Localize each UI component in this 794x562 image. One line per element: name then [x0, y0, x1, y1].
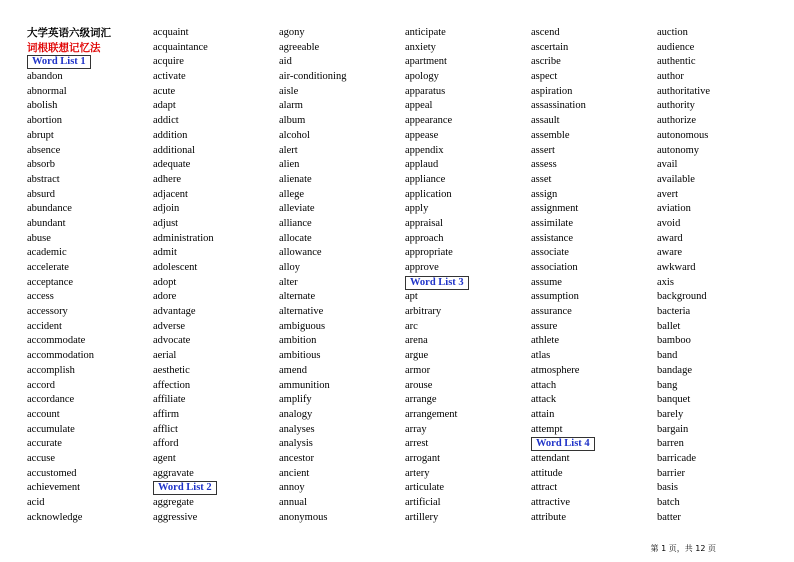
vocab-word: ambiguous — [279, 320, 326, 332]
vocab-word: anonymous — [279, 511, 328, 523]
vocab-word: authority — [657, 100, 695, 112]
vocab-word: accident — [27, 320, 62, 332]
vocab-word: abundance — [27, 203, 72, 215]
vocab-word: asset — [531, 173, 552, 185]
vocab-word: array — [405, 423, 427, 435]
vocab-word: achievement — [27, 482, 81, 494]
vocab-word: analogy — [279, 408, 313, 420]
vocab-word: affection — [153, 379, 191, 391]
vocab-word: acquire — [153, 56, 184, 68]
vocab-word: atmosphere — [531, 364, 580, 376]
vocab-word: appraisal — [405, 217, 443, 229]
vocab-word: barely — [657, 408, 684, 420]
word-list-label: Word List 3 — [405, 276, 469, 290]
vocab-word: bang — [657, 379, 678, 391]
vocab-word: athlete — [531, 335, 559, 347]
vocab-word: alter — [279, 276, 298, 288]
vocab-word: author — [657, 71, 684, 83]
vocab-word: adjust — [153, 217, 179, 229]
vocab-word: background — [657, 291, 707, 303]
vocab-word: apparatus — [405, 85, 446, 97]
vocab-word: abstract — [27, 173, 60, 185]
vocab-word: authorize — [657, 115, 697, 127]
vocab-word: ascend — [531, 27, 560, 38]
vocab-word: assimilate — [531, 217, 573, 229]
vocab-word: academic — [27, 247, 67, 259]
vocab-word: arbitrary — [405, 306, 442, 318]
vocab-word: absence — [27, 144, 61, 156]
vocab-word: award — [657, 232, 683, 244]
vocab-word: abortion — [27, 115, 62, 127]
vocab-word: assault — [531, 115, 560, 127]
vocab-word: abundant — [27, 217, 66, 229]
vocab-word: aware — [657, 247, 683, 259]
vocab-word: basis — [657, 482, 678, 494]
vocab-word: annoy — [279, 482, 305, 494]
vocab-word: adapt — [153, 100, 176, 112]
vocab-word: administration — [153, 232, 214, 244]
vocab-word: bamboo — [657, 335, 691, 347]
vocab-word: attitude — [531, 467, 563, 479]
vocab-word: ancient — [279, 467, 310, 479]
vocab-word: batch — [657, 497, 680, 508]
vocab-word: abandon — [27, 71, 63, 83]
vocab-word: attach — [531, 379, 557, 391]
vocab-word: allocate — [279, 232, 312, 244]
word-list-label: Word List 4 — [531, 437, 595, 451]
vocab-word: advocate — [153, 335, 191, 347]
word-list-row — [531, 437, 655, 452]
vocab-word: aid — [279, 56, 292, 68]
vocab-word: aspect — [531, 71, 558, 83]
vocab-word: arena — [405, 335, 428, 347]
vocab-word: afford — [153, 438, 179, 450]
vocab-word: amend — [279, 364, 307, 376]
word-column-5 — [531, 26, 655, 525]
vocab-word: ambition — [279, 335, 317, 347]
vocab-word: affiliate — [153, 394, 186, 406]
vocab-word: advantage — [153, 306, 196, 318]
vocab-word: absorb — [27, 159, 55, 171]
vocab-word: ascertain — [531, 41, 569, 53]
vocab-word: accommodate — [27, 335, 86, 347]
vocab-word: activate — [153, 71, 186, 83]
vocab-word: admit — [153, 247, 177, 259]
word-column-6 — [657, 26, 781, 525]
vocab-word: aggravate — [153, 467, 194, 479]
vocab-word: affirm — [153, 408, 180, 420]
vocab-word: agent — [153, 452, 176, 464]
vocab-word: avoid — [657, 217, 681, 229]
word-column-2 — [153, 26, 277, 525]
vocab-word: accumulate — [27, 423, 75, 435]
vocab-word: ancestor — [279, 452, 314, 464]
vocab-word: aspiration — [531, 85, 573, 97]
vocab-word: access — [27, 291, 54, 303]
vocab-word: assemble — [531, 129, 570, 141]
vocab-word: arc — [405, 320, 418, 332]
vocab-word: attendant — [531, 452, 570, 464]
vocab-word: aisle — [279, 85, 299, 97]
vocab-word: acute — [153, 85, 176, 97]
vocab-word: abnormal — [27, 85, 67, 97]
vocab-word: atlas — [531, 350, 551, 362]
vocab-word: application — [405, 188, 452, 200]
vocab-word: accustomed — [27, 467, 77, 479]
vocab-word: additional — [153, 144, 195, 156]
vocab-word: articulate — [405, 482, 445, 494]
vocab-word: attract — [531, 482, 558, 494]
vocab-word: bacteria — [657, 306, 691, 318]
vocab-word: aesthetic — [153, 364, 190, 376]
vocab-word: agreeable — [279, 41, 320, 53]
word-list-label: Word List 1 — [27, 55, 91, 69]
vocab-word: bargain — [657, 423, 689, 435]
vocab-word: acknowledge — [27, 511, 83, 523]
vocab-word: avert — [657, 188, 678, 200]
vocab-word: artery — [405, 467, 430, 479]
vocab-word: agony — [279, 27, 305, 38]
vocab-word: armor — [405, 364, 431, 376]
vocab-word: alternate — [279, 291, 316, 303]
vocab-word: arouse — [405, 379, 433, 391]
vocab-word: adore — [153, 291, 177, 303]
vocab-word: ballet — [657, 320, 681, 332]
vocab-word: analyses — [279, 423, 315, 435]
vocab-word: appearance — [405, 115, 453, 127]
vocab-word: assure — [531, 320, 558, 332]
vocab-word: addict — [153, 115, 179, 127]
vocab-word: adhere — [153, 173, 181, 185]
vocab-word: annual — [279, 497, 307, 508]
vocab-word: aerial — [153, 350, 177, 362]
vocab-word: assign — [531, 188, 558, 200]
vocab-word: authentic — [657, 56, 696, 68]
vocab-word: apt — [405, 291, 418, 303]
vocab-word: accommodation — [27, 350, 95, 362]
vocab-word: acid — [27, 497, 45, 508]
vocab-word: accomplish — [27, 364, 75, 376]
vocab-word: batter — [657, 511, 681, 523]
vocab-word: assassination — [531, 100, 586, 112]
vocab-word: axis — [657, 276, 674, 288]
vocab-word: arrange — [405, 394, 437, 406]
vocab-word: assumption — [531, 291, 579, 303]
vocab-word: accessory — [27, 306, 68, 318]
vocab-word: appendix — [405, 144, 444, 156]
vocab-word: bandage — [657, 364, 692, 376]
vocab-word: artificial — [405, 497, 441, 508]
vocab-word: apply — [405, 203, 429, 215]
vocab-word: abrupt — [27, 129, 54, 141]
vocab-word: available — [657, 173, 695, 185]
vocab-word: abuse — [27, 232, 51, 244]
vocab-word: album — [279, 115, 306, 127]
vocab-word: band — [657, 350, 678, 362]
vocab-word: abolish — [27, 100, 58, 112]
vocab-word: air-conditioning — [279, 71, 347, 83]
vocab-word: apartment — [405, 56, 447, 68]
vocab-word: barrier — [657, 467, 685, 479]
vocab-word: appropriate — [405, 247, 453, 259]
vocab-word: attractive — [531, 497, 571, 508]
word-column-3 — [279, 26, 403, 525]
vocab-word: arrogant — [405, 452, 440, 464]
word-list-label: Word List 2 — [153, 481, 217, 495]
vocab-word: alert — [279, 144, 298, 156]
vocab-word: absurd — [27, 188, 55, 200]
vocab-word: applaud — [405, 159, 439, 171]
vocab-word: addition — [153, 129, 188, 141]
vocab-word: associate — [531, 247, 569, 259]
vocab-word: account — [27, 408, 60, 420]
vocab-word: adopt — [153, 276, 177, 288]
vocab-word: anxiety — [405, 41, 436, 53]
vocab-word: acceptance — [27, 276, 74, 288]
vocab-word: barricade — [657, 452, 697, 464]
vocab-word: ambitious — [279, 350, 321, 362]
vocab-word: accurate — [27, 438, 62, 450]
vocab-word: attain — [531, 408, 555, 420]
vocab-word: accord — [27, 379, 55, 391]
vocab-word: assurance — [531, 306, 572, 318]
vocab-word: alliance — [279, 217, 312, 229]
vocab-word: approve — [405, 262, 439, 273]
word-list-row — [405, 276, 529, 291]
vocab-word: alternative — [279, 306, 324, 318]
vocab-word: ammunition — [279, 379, 330, 391]
vocab-word: artillery — [405, 511, 439, 523]
vocab-word: association — [531, 262, 578, 273]
vocab-word: adverse — [153, 320, 186, 332]
vocab-word: aviation — [657, 203, 691, 215]
vocab-word: attack — [531, 394, 557, 406]
vocab-word: anticipate — [405, 27, 446, 38]
vocab-word: barren — [657, 438, 684, 450]
vocab-word: allege — [279, 188, 305, 200]
vocab-word: acquaintance — [153, 41, 208, 53]
vocab-word: arrest — [405, 438, 429, 450]
vocab-word: ascribe — [531, 56, 561, 68]
vocab-word: analysis — [279, 438, 313, 450]
vocab-word: auction — [657, 27, 688, 38]
document-title: 大学英语六级词汇 — [27, 27, 111, 39]
vocab-word: afflict — [153, 423, 178, 435]
vocab-word: adjoin — [153, 203, 180, 215]
vocab-word: accuse — [27, 452, 55, 464]
vocab-word: appliance — [405, 173, 446, 185]
vocab-word: alleviate — [279, 203, 315, 215]
vocab-word: argue — [405, 350, 429, 362]
page-number: 第 1 页，共 12 页 — [650, 544, 716, 553]
vocab-word: alien — [279, 159, 300, 171]
vocab-word: adequate — [153, 159, 191, 171]
word-column-4 — [405, 26, 529, 525]
vocab-word: adolescent — [153, 262, 198, 273]
vocab-word: assert — [531, 144, 555, 156]
vocab-word: apology — [405, 71, 439, 83]
vocab-word: banquet — [657, 394, 691, 406]
vocab-word: amplify — [279, 394, 312, 406]
vocab-word: arrangement — [405, 408, 458, 420]
document-subtitle: 词根联想记忆法 — [27, 41, 101, 54]
vocab-word: assistance — [531, 232, 573, 244]
vocab-word: alcohol — [279, 129, 310, 141]
vocab-word: alloy — [279, 262, 300, 273]
vocab-word: audience — [657, 41, 695, 53]
word-list-row — [153, 481, 277, 496]
vocab-word: awkward — [657, 262, 696, 273]
vocab-word: autonomy — [657, 144, 699, 156]
vocab-word: accordance — [27, 394, 75, 406]
vocab-word: appeal — [405, 100, 433, 112]
vocab-word: adjacent — [153, 188, 188, 200]
vocab-word: alienate — [279, 173, 312, 185]
word-column-1 — [27, 26, 151, 525]
vocab-word: aggregate — [153, 497, 194, 508]
vocab-word: alarm — [279, 100, 303, 112]
vocab-word: appease — [405, 129, 439, 141]
vocab-word: accelerate — [27, 262, 69, 273]
vocab-word: allowance — [279, 247, 322, 259]
vocab-word: aggressive — [153, 511, 198, 523]
vocab-word: attempt — [531, 423, 563, 435]
vocab-word: attribute — [531, 511, 566, 523]
vocab-word: assume — [531, 276, 562, 288]
vocab-word: approach — [405, 232, 444, 244]
vocab-word: acquaint — [153, 27, 189, 38]
vocab-word: assess — [531, 159, 557, 171]
vocab-word: avail — [657, 159, 678, 171]
vocab-word: autonomous — [657, 129, 709, 141]
vocab-word: authoritative — [657, 85, 711, 97]
vocab-word: assignment — [531, 203, 579, 215]
